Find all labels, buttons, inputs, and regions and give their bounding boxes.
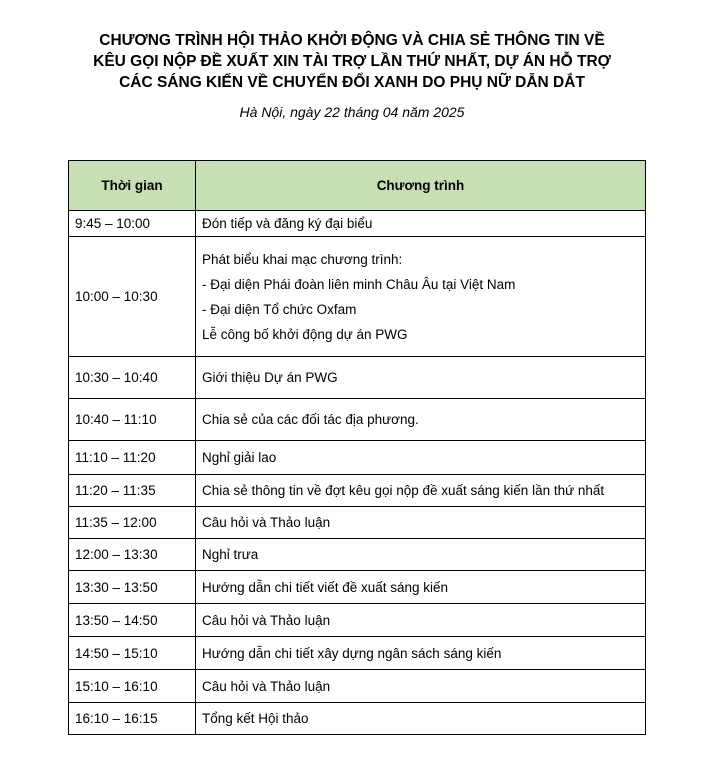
date-line: Hà Nội, ngày 22 tháng 04 năm 2025 (239, 104, 465, 120)
time-cell: 14:50 – 15:10 (69, 637, 196, 670)
title-line-3: CÁC SÁNG KIẾN VỀ CHUYỂN ĐỔI XANH DO PHỤ NỮ DẪN DẮT (119, 74, 585, 91)
program-cell: Chia sẻ thông tin về đợt kêu gọi nộp đề xuất sáng kiến lần thứ nhất (196, 475, 646, 507)
program-cell: Tổng kết Hội thảo (196, 703, 646, 735)
agenda-body (69, 211, 646, 735)
program-line: Phát biểu khai mạc chương trình: (202, 251, 403, 267)
table-row (69, 441, 646, 475)
time-cell: 10:40 – 11:10 (69, 399, 196, 441)
time-cell: 9:45 – 10:00 (69, 211, 196, 237)
program-cell: Đón tiếp và đăng ký đại biểu (196, 211, 646, 237)
agenda-table (68, 160, 646, 735)
time-cell: 11:35 – 12:00 (69, 507, 196, 539)
document-title (40, 30, 664, 93)
program-cell: Nghỉ giải lao (196, 441, 646, 475)
program-cell: Hướng dẫn chi tiết viết đề xuất sáng kiến (196, 571, 646, 604)
program-cell: Câu hỏi và Thảo luận (196, 507, 646, 539)
table-row (69, 399, 646, 441)
header-time: Thời gian (69, 161, 196, 211)
table-row (69, 637, 646, 670)
table-row (69, 475, 646, 507)
time-cell: 15:10 – 16:10 (69, 670, 196, 703)
table-row (69, 357, 646, 399)
table-row (69, 571, 646, 604)
program-cell: Hướng dẫn chi tiết xây dựng ngân sách sáng kiến (196, 637, 646, 670)
time-cell: 12:00 – 13:30 (69, 539, 196, 571)
time-cell: 10:00 – 10:30 (69, 237, 196, 357)
title-line-1: CHƯƠNG TRÌNH HỘI THẢO KHỞI ĐỘNG VÀ CHIA SẺ THÔNG TIN VỀ (99, 32, 605, 49)
table-header-row (69, 161, 646, 211)
program-cell: Giới thiệu Dự án PWG (196, 357, 646, 399)
time-cell: 11:20 – 11:35 (69, 475, 196, 507)
program-cell: Nghỉ trưa (196, 539, 646, 571)
program-line: - Đại diện Phái đoàn liên minh Châu Âu tại Việt Nam (202, 276, 516, 292)
table-row (69, 539, 646, 571)
time-cell: 13:30 – 13:50 (69, 571, 196, 604)
time-cell: 13:50 – 14:50 (69, 604, 196, 637)
program-cell (196, 237, 646, 357)
table-row (69, 507, 646, 539)
program-line: Lễ công bố khởi động dự án PWG (202, 326, 408, 342)
table-row (69, 670, 646, 703)
table-row (69, 237, 646, 357)
header-program: Chương trình (196, 161, 646, 211)
time-cell: 10:30 – 10:40 (69, 357, 196, 399)
program-line: - Đại diện Tổ chức Oxfam (202, 301, 357, 317)
title-line-2: KÊU GỌI NỘP ĐỀ XUẤT XIN TÀI TRỢ LẦN THỨ NHẤT, DỰ ÁN HỖ TRỢ (93, 53, 611, 70)
program-cell: Chia sẻ của các đối tác địa phương. (196, 399, 646, 441)
time-cell: 11:10 – 11:20 (69, 441, 196, 475)
table-row (69, 604, 646, 637)
time-cell: 16:10 – 16:15 (69, 703, 196, 735)
table-row (69, 703, 646, 735)
program-cell: Câu hỏi và Thảo luận (196, 670, 646, 703)
table-row (69, 211, 646, 237)
program-cell: Câu hỏi và Thảo luận (196, 604, 646, 637)
